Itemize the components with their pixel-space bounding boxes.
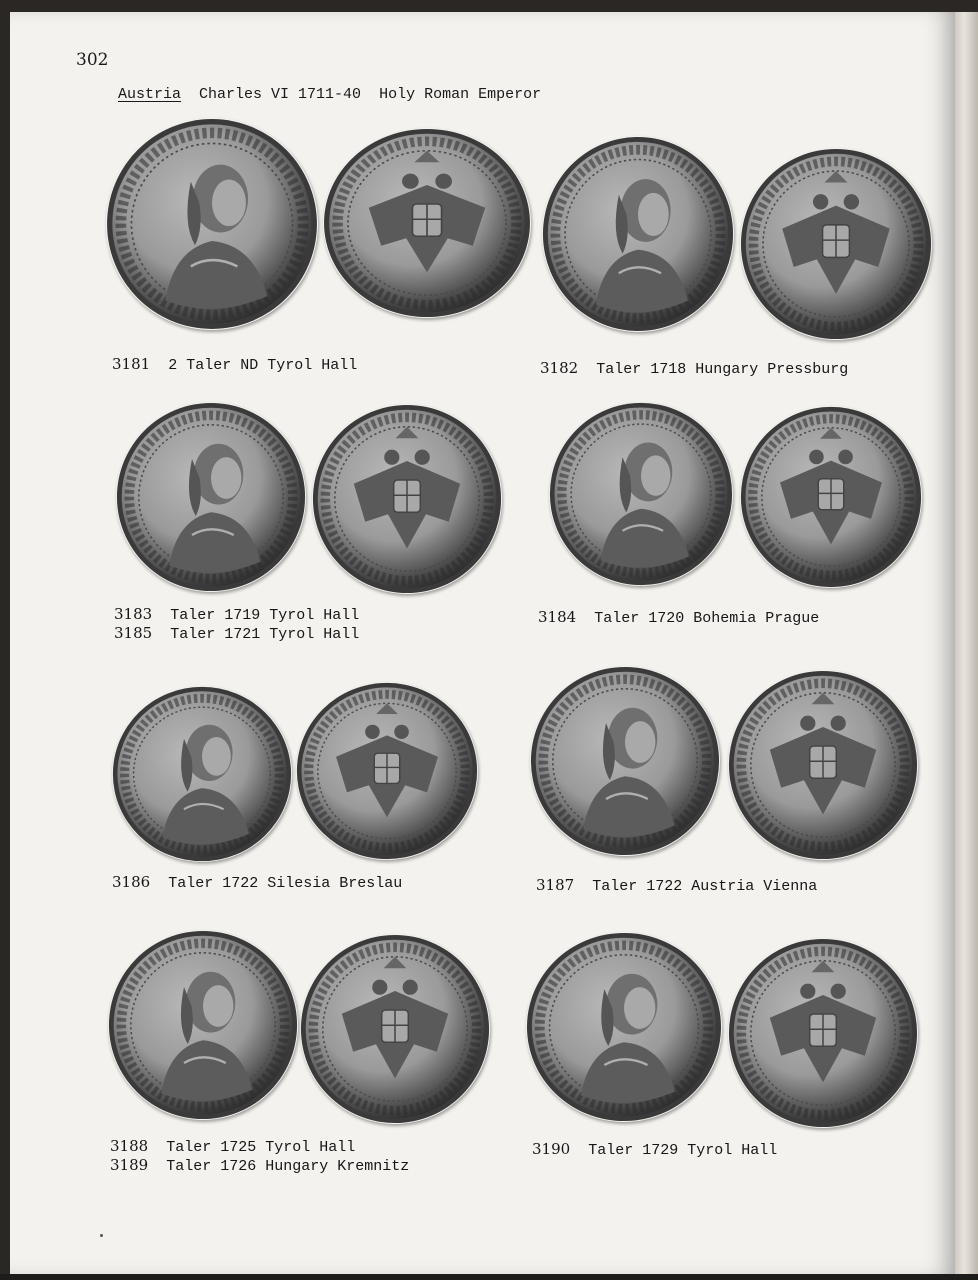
coin-description: Taler 1726 Hungary Kremnitz — [166, 1158, 410, 1175]
caption-3188 — [110, 1137, 355, 1157]
coin-3181-reverse — [323, 128, 531, 318]
eagle-coin-image — [296, 682, 478, 860]
portrait-coin-image — [530, 666, 720, 856]
coin-3188-obverse — [108, 930, 298, 1120]
eagle-coin-image — [323, 128, 531, 318]
catalog-number: 3186 — [112, 873, 151, 891]
portrait-coin-image — [526, 932, 722, 1122]
caption-3184 — [538, 608, 819, 628]
coin-3186-obverse — [112, 686, 292, 862]
catalog-number: 3190 — [532, 1140, 571, 1158]
coin-3181-obverse — [106, 118, 318, 330]
caption-3183 — [114, 605, 359, 625]
portrait-coin-image — [549, 402, 733, 586]
portrait-coin-image — [106, 118, 318, 330]
caption-3185 — [114, 624, 359, 644]
header-title: Holy Roman Emperor — [379, 86, 542, 103]
coin-description: Taler 1721 Tyrol Hall — [170, 626, 360, 643]
caption-3189 — [110, 1156, 409, 1176]
catalog-number: 3184 — [538, 608, 577, 626]
catalog-number: 3181 — [112, 355, 151, 373]
coin-description: Taler 1719 Tyrol Hall — [170, 607, 360, 624]
coin-3188-reverse — [300, 934, 490, 1124]
coin-3182-reverse — [740, 148, 932, 340]
catalog-number: 3185 — [114, 624, 153, 642]
coin-description: Taler 1725 Tyrol Hall — [166, 1139, 356, 1156]
eagle-coin-image — [300, 934, 490, 1124]
caption-3190 — [532, 1140, 777, 1160]
coin-3187-obverse — [530, 666, 720, 856]
page-number: 302 — [76, 50, 109, 70]
eagle-coin-image — [728, 938, 918, 1128]
coin-3184-obverse — [549, 402, 733, 586]
coin-description: Taler 1729 Tyrol Hall — [588, 1142, 778, 1159]
coin-3186-reverse — [296, 682, 478, 860]
coin-3182-obverse — [542, 136, 734, 332]
catalog-number: 3189 — [110, 1156, 149, 1174]
coin-description: Taler 1720 Bohemia Prague — [594, 610, 820, 627]
page-header — [118, 86, 541, 103]
print-speck — [100, 1234, 103, 1237]
page-bottom-edge — [0, 1274, 978, 1280]
catalog-number: 3183 — [114, 605, 153, 623]
catalog-number: 3182 — [540, 359, 579, 377]
portrait-coin-image — [116, 402, 306, 592]
catalog-number: 3187 — [536, 876, 575, 894]
catalog-number: 3188 — [110, 1137, 149, 1155]
page-edge — [955, 12, 978, 1280]
header-ruler: Charles VI 1711-40 — [199, 86, 362, 103]
coin-3183-obverse — [116, 402, 306, 592]
coin-3190-obverse — [526, 932, 722, 1122]
caption-3182 — [540, 359, 848, 379]
eagle-coin-image — [312, 404, 502, 594]
coin-3190-reverse — [728, 938, 918, 1128]
coin-3184-reverse — [740, 406, 922, 588]
coin-description: Taler 1722 Austria Vienna — [592, 878, 818, 895]
coin-description: Taler 1722 Silesia Breslau — [168, 875, 403, 892]
coin-3183-reverse — [312, 404, 502, 594]
coin-description: 2 Taler ND Tyrol Hall — [168, 357, 358, 374]
caption-3181 — [112, 355, 357, 375]
portrait-coin-image — [108, 930, 298, 1120]
eagle-coin-image — [740, 406, 922, 588]
portrait-coin-image — [542, 136, 734, 332]
caption-3186 — [112, 873, 402, 893]
eagle-coin-image — [728, 670, 918, 860]
portrait-coin-image — [112, 686, 292, 862]
eagle-coin-image — [740, 148, 932, 340]
coin-3187-reverse — [728, 670, 918, 860]
caption-3187 — [536, 876, 817, 896]
coin-description: Taler 1718 Hungary Pressburg — [596, 361, 849, 378]
header-country: Austria — [118, 86, 182, 103]
